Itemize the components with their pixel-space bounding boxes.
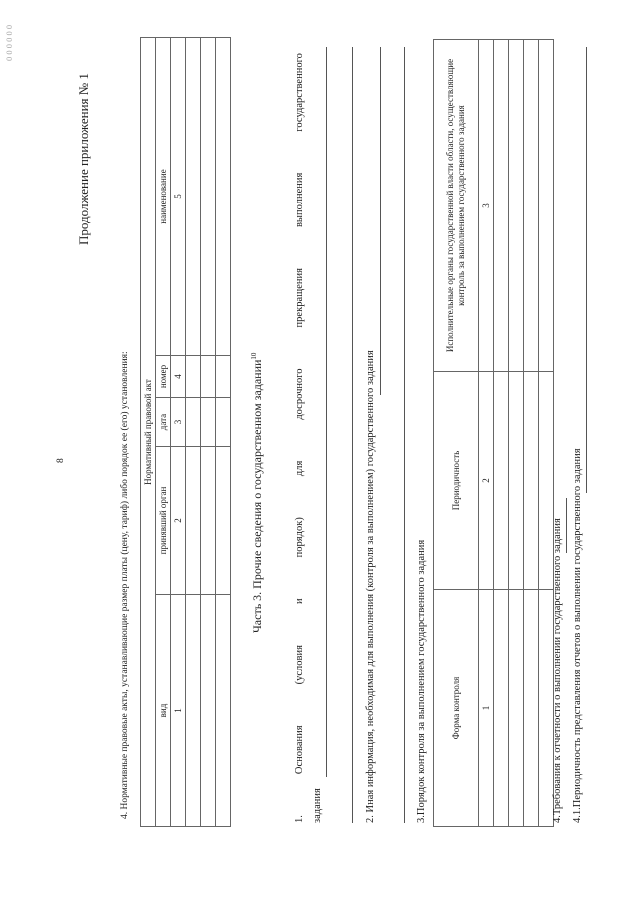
table-row xyxy=(171,38,186,827)
part3-title: Часть 3. Прочие сведения о государственном задании$^{10}$ xyxy=(250,352,264,633)
column-number: 3 xyxy=(479,40,494,372)
column-header: Исполнительные органы государственной власти области, осуществляющие контроль за выполнением государственного задания xyxy=(434,40,479,372)
column-number: 5 xyxy=(171,38,186,356)
table-row xyxy=(216,38,231,827)
item1-word: выполнения xyxy=(294,172,305,228)
item1-word: и xyxy=(294,598,305,604)
section4-heading: 4. Нормативные правовые акты, устанавливающие размер платы (цену, тариф) либо порядок ее (его) установления: xyxy=(120,351,130,819)
fill-line xyxy=(404,47,405,823)
column-header: дата xyxy=(156,398,171,447)
page-number: 8 xyxy=(56,458,66,463)
column-number: 4 xyxy=(171,356,186,398)
column-header: Форма контроля xyxy=(434,590,479,827)
column-number: 2 xyxy=(479,372,494,590)
fill-line xyxy=(586,47,587,493)
column-header: принявший орган xyxy=(156,447,171,595)
column-header: вид xyxy=(156,595,171,827)
table-row xyxy=(186,38,201,827)
fill-line xyxy=(566,498,567,553)
column-header: Периодичность xyxy=(434,372,479,590)
fill-line xyxy=(352,47,353,823)
column-number: 3 xyxy=(171,398,186,447)
continuation-heading: Продолжение приложения № 1 xyxy=(76,73,91,245)
item41-text: 4.1.Периодичность представления отчетов о выполнении государственного задания xyxy=(572,448,583,823)
item1-word: порядок) xyxy=(294,517,305,558)
table-row xyxy=(201,38,216,827)
item3-text: 3.Порядок контроля за выполнением государственного задания xyxy=(416,539,427,823)
item1-word: 1. xyxy=(294,815,305,823)
table-row xyxy=(156,38,171,827)
column-number: 1 xyxy=(479,590,494,827)
fill-line xyxy=(380,47,381,395)
item1-word: прекращения xyxy=(294,268,305,328)
faint-scan-mark: 0 0 0 0 0 0 xyxy=(4,24,14,61)
column-header: наименование xyxy=(156,38,171,356)
item1-line xyxy=(294,53,305,823)
item1-word: государственного xyxy=(294,53,305,132)
footnote-marker: 10 xyxy=(250,352,258,360)
table-row xyxy=(141,38,156,827)
column-header: номер xyxy=(156,356,171,398)
column-number: 2 xyxy=(171,447,186,595)
item2-text: 2. Иная информация, необходимая для выполнения (контроля за выполнением) государственного задания xyxy=(365,350,376,823)
table-row xyxy=(524,40,539,827)
table-row xyxy=(479,40,494,827)
table-row xyxy=(494,40,509,827)
table-row xyxy=(509,40,524,827)
fill-line xyxy=(326,47,327,777)
item1-word: для xyxy=(294,460,305,477)
item4-text: 4.Требования к отчетности о выполнении государственного задания xyxy=(552,518,563,823)
table-row xyxy=(434,40,479,827)
item1-word: досрочного xyxy=(294,368,305,420)
item1-continuation: задания xyxy=(312,788,323,823)
item1-word: Основания xyxy=(294,725,305,775)
legal-acts-table xyxy=(140,37,231,827)
item1-word: (условия xyxy=(294,645,305,685)
group-header-cell: Нормативный правовой акт xyxy=(141,38,156,827)
column-number: 1 xyxy=(171,595,186,827)
control-table xyxy=(433,39,554,827)
